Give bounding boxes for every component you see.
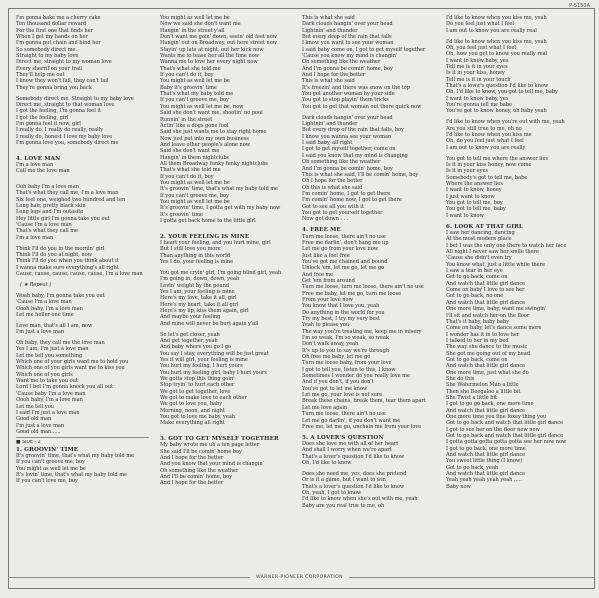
lyric-line: The way you're treating me, keep me in misery	[302, 328, 422, 335]
lyric-line: Here's my heart, take it all girl	[160, 301, 239, 308]
lyric-line: And mine will never be hurt again y'all	[160, 320, 259, 327]
lyric-line: Good old man	[16, 416, 52, 423]
lyric-line: Turn me loose, turn me loose, there ain't no use	[302, 284, 424, 291]
lyric-line: And I'm gonna be comin' home, boy	[302, 165, 393, 172]
lyric-line: I know you want to see your woman	[302, 40, 394, 47]
lyric-line: And if you don't, if you don't	[302, 379, 374, 386]
lyric-line: Runnin' in the street	[160, 116, 213, 123]
lyric-line: From your love now	[302, 296, 353, 303]
lyrics-column-2	[160, 15, 293, 560]
lyric-line: Now we said she don't want me	[160, 21, 241, 28]
lyric-line: And watch that little girl dance	[446, 280, 526, 287]
lyric-line: I'd like to know when you kiss me	[446, 132, 532, 139]
lyric-line: You got to tell me, baby	[446, 206, 506, 213]
lyric-line: Let me holler one time	[16, 311, 74, 318]
lyric-line: I got to go back, one more time	[446, 445, 526, 452]
lyric-line: I gotta gotta gotta gotta gotta see her now now	[446, 439, 567, 446]
lyric-line: Do you feel just what I feel	[446, 21, 515, 28]
lyric-line: Direct me, straight to that woman love	[16, 102, 115, 109]
lyric-line: But every drop of the rain that falls, boy	[302, 127, 404, 134]
lyric-line: Hangin' in the street y'all	[160, 27, 225, 34]
lyric-line: I really do, honest I love my baby love	[16, 133, 113, 140]
lyric-line: Make everything all right	[160, 420, 225, 427]
lyric-line: Now just put into my own business	[160, 135, 249, 142]
lyric-line: Baby are you real true to me, oh	[302, 502, 385, 509]
lyric-line: I got the feeling, I'm gonna feel it	[16, 108, 101, 115]
lyric-line: I bet I was the only one there to watch her face	[446, 242, 567, 249]
lyric-line: Stayin' up late at night, out her kick now	[160, 46, 264, 53]
lyric-line: Oh this is what she said	[302, 184, 363, 191]
lyric-line: We got to love you, baby	[160, 401, 223, 408]
lyric-line: I'm comin' home, I got to get there	[302, 190, 391, 197]
lyric-line: Tell me is it in your touch	[446, 76, 511, 83]
lyric-line: That's what she told me	[160, 167, 221, 174]
lyric-line: That's what she told me	[160, 65, 221, 72]
lyric-line: Yes I do, your feeling is mine	[160, 258, 234, 265]
lyric-line: You got me cryin' girl, I'm going blind girl, yeah	[160, 269, 282, 276]
lyric-line: Got to see all you with it	[302, 203, 364, 210]
lyric-line: Oh something like the weather	[302, 159, 381, 166]
lyric-line: Let me tell you something	[16, 352, 83, 359]
lyric-line: One more time you fine foxey thing you	[446, 414, 547, 420]
lyric-line: Or is it a game, but I want to win	[302, 477, 386, 484]
lyric-line: That's what they call me, I'm a love man	[16, 190, 119, 197]
lyrics-column-4	[446, 15, 579, 560]
lyric-line: It's freezin' and there was snow on the top	[302, 84, 410, 91]
lyric-line: Now get down . . .	[302, 216, 349, 223]
lyric-line: Let me go darlin', if you don't want me	[302, 417, 401, 424]
lyric-line: Free me darlin', don't hang me up	[302, 239, 389, 246]
lyric-line: I'd like to know when you're out with me, yeah	[446, 119, 565, 126]
lyric-line: Hangin' in them nightclubs	[160, 154, 230, 161]
lyric-line: I'm gonna love you, somebody direct me	[16, 140, 119, 147]
lyric-line: She said I'll be comin' home boy	[160, 448, 242, 455]
song-title: 6. LOOK AT THAT GIRL	[446, 223, 523, 230]
lyric-line: If you can't groove me, boy	[160, 192, 229, 199]
lyric-line: I wanna make sure everything's all right	[16, 264, 119, 271]
lyric-line: You got to tell me where the answer lies	[446, 155, 548, 162]
lyric-line: I got to get myself together, come on	[302, 146, 396, 153]
lyric-line: Turn me loose baby, from your love	[302, 360, 392, 367]
lyric-line: Long hair, pretty black skin	[16, 202, 86, 209]
lyric-line: You might as well let me be	[160, 78, 230, 85]
lyric-line: You got to get that woman out there quick now	[302, 103, 422, 110]
lyric-line: I saw a tear in her eye	[446, 268, 503, 275]
publisher-name: WARNER-PIONEER CORPORATION	[250, 575, 349, 580]
lyric-line: Get to go back, come on	[446, 274, 508, 281]
lyric-line: And I hope for the better	[302, 72, 366, 79]
lyric-line: And maybe your feeling	[160, 314, 221, 321]
lyric-line: Yes it will girl, your feeling is mine	[160, 356, 248, 363]
lyric-line: I'm a love man	[16, 162, 54, 168]
lyric-line: I want to know baby, yes	[446, 95, 509, 102]
lyric-line: Stop tryin' to hurt each other	[160, 382, 235, 389]
lyric-line: Here's my love, take it all, girl	[160, 295, 237, 302]
lyric-line: And free me	[302, 271, 334, 278]
lyric-line: Oh, I'd like to know	[302, 460, 352, 467]
lyric-line: Yes I am, I'm just a love man	[16, 346, 89, 353]
side-divider-rule	[16, 437, 149, 438]
lyric-line: And watch that little girl dance	[446, 471, 526, 478]
lyric-line: Love man, that's all I am, now	[16, 322, 93, 329]
lyric-line: I said baby, all right	[302, 140, 353, 147]
lyric-line: Oh, how you get to know you really real	[446, 51, 548, 58]
lyric-line: Does she need me, yes, does she pretend	[302, 471, 407, 478]
lyric-line: Is it in your kiss, honey	[446, 70, 505, 77]
lyric-line: And leave other people's alone now	[160, 141, 251, 148]
lyric-line: Ooh baby I'm a love man	[16, 183, 79, 190]
catalog-number: P-5150A	[569, 3, 590, 9]
lyric-line: For the first one that finds her	[16, 27, 93, 34]
lyric-line: Think I'll do you in the mornin' girl	[16, 245, 105, 252]
lyric-line: Lightnin' and thunder	[302, 121, 358, 128]
lyric-line: If you can't love me, boy	[16, 478, 78, 485]
lyric-line: Morning, noon, and night	[160, 407, 225, 414]
lyric-line: That's a lover's question I'd like to know	[302, 453, 405, 460]
lyric-line: And I hope for the better	[160, 480, 224, 487]
lyric-line: Which one of you girls want me to kiss you	[16, 365, 125, 372]
lyric-line: Want me to take you out	[16, 378, 78, 385]
lyric-line: Oh something like the weather	[160, 467, 239, 474]
lyric-line: That's what my baby told me	[160, 91, 234, 98]
lyric-line: If you can't do it, boy	[160, 72, 214, 79]
lyric-line: Oh, I'd like to know, you got to tell me, baby	[446, 89, 558, 96]
lyric-line: You got another woman by your side	[302, 91, 395, 98]
lyric-line: Get 'em from around	[302, 277, 355, 284]
lyric-line: This is what she said	[302, 78, 355, 85]
lyric-line: Does she love me with all of her heart	[302, 441, 399, 448]
lyric-line: Than anything in this world	[160, 252, 231, 259]
lyric-line: I got to tell you, listen to this, I know	[302, 366, 396, 373]
lyric-line: And you know that your mind is changin'	[160, 461, 264, 468]
repeat-note: ( ★ Repeat )	[20, 281, 52, 288]
lyric-line: I want to know	[446, 212, 484, 219]
lyric-line: Is it in your kiss honey, now come	[446, 162, 532, 168]
lyric-line: I am out to know you are really real	[446, 27, 537, 34]
lyric-line: But I still love you more	[160, 246, 221, 253]
lyric-line: I'd like to know when you kiss me, yeah	[446, 15, 547, 21]
lyric-line: It's groovin' time, that's what my baby told me	[16, 452, 134, 459]
lyric-line: You hurt my feeling girl, baby I hurt yours	[160, 369, 267, 376]
lyric-line: One more time, just what she do	[446, 369, 529, 376]
lyric-line: You might as well let me be	[160, 179, 230, 186]
lyric-line: She Twist a little bit	[446, 394, 497, 401]
lyric-line: I said you know that my mind is changing	[302, 152, 408, 159]
lyric-line: I said I'm just a love man	[16, 409, 80, 416]
lyric-line: It's groovin' time, I gotta get with my baby now	[160, 205, 281, 212]
lyric-line: Oh, do you feel just what I feel	[446, 138, 524, 145]
lyric-line: Every sherrif on your trail	[16, 65, 83, 72]
lyric-line: That's a lover's question I'd like to know	[446, 83, 549, 90]
song-title: 2. YOUR FEELING IS MINE	[160, 233, 250, 240]
lyric-line: And watch that little girl dance	[446, 407, 526, 414]
lyric-line: Said she just wants me to stay right home	[160, 129, 267, 136]
lyric-line: Which one of your girls want me to hold you	[16, 359, 129, 366]
lyric-line: So let's get closer, yeah	[160, 331, 220, 338]
lyric-line: Let me love again	[302, 404, 348, 411]
lyric-line: One more time, baby, want me swingin'	[446, 306, 547, 313]
lyric-line: So somebody direct me.	[16, 46, 78, 53]
lyric-line: I'll sit and watch her on the floor	[446, 312, 530, 319]
lyric-line: Got to go back, come on	[446, 356, 508, 363]
lyric-line: You got to love me baby, yeah	[160, 414, 236, 420]
lyric-line: Lord I bet I'm gonna knock you all out	[16, 384, 113, 391]
lyric-line: I'm just a love man	[16, 329, 65, 336]
lyric-line: Lovin' weight by the pound	[160, 282, 230, 289]
lyric-line: Said she don't want me, shootin' no pool	[160, 110, 263, 117]
lyric-line: We gotta stop this thing goin'	[160, 375, 235, 382]
lyric-line: And get together, yeah	[160, 337, 218, 344]
lyric-line: I want to know, honey	[446, 187, 502, 194]
lyric-line: Then she Boogaloo a little bit	[446, 388, 521, 395]
lyric-line: My baby wrote me uh a ten page letter	[160, 442, 260, 449]
lyric-line: Oooh baby, I'm a love man	[16, 305, 83, 312]
lyric-line: I heart your feeling, and you hurt mine, girl	[160, 239, 271, 246]
lyric-line: If you can't do it, boy	[160, 173, 214, 180]
lyric-line: I gotta get back home to the little girl	[160, 218, 256, 224]
lyric-line: I got the feeling, girl	[16, 114, 69, 121]
lyric-line: 'Cause she didn't even try	[446, 255, 512, 262]
lyric-line: You got to tell me, boy	[446, 200, 503, 207]
lyric-line: Good old man......	[16, 428, 61, 435]
lyric-line: It's lovin' time, that's what my baby told me	[16, 471, 127, 478]
lyric-line: And shall I worry when we're apart	[302, 447, 392, 454]
lyric-line: Got to go back, no one	[446, 293, 504, 300]
lyric-line: This is what she said, I'll be comin' home, boy	[302, 171, 419, 178]
lyric-line: Oh, you feel just what I feel	[446, 44, 516, 51]
lyric-line: I'm gonna bake me a cherry cake	[16, 15, 101, 21]
lyric-line: I got to see her on the floor now now	[446, 426, 540, 433]
lyric-line: I wonder has it in to love her	[446, 331, 520, 338]
lyric-line: Let me go from your love now	[302, 246, 379, 253]
lyric-line: Long legs and I'm outasite	[16, 209, 84, 216]
lyric-line: Which one of you girls	[16, 371, 73, 378]
side-label: ■ SIDE - 2	[16, 440, 41, 446]
lyric-line: Here's my lip, kiss them again, girl	[160, 307, 249, 314]
lyric-line: It's up to you to say we're through	[302, 347, 390, 354]
lyric-line: Come on baby I love to see her	[446, 287, 525, 294]
lyric-line: Yeah yeah yeah yeah yeah .....	[446, 477, 522, 484]
lyric-line: Baby it's groovin' time	[160, 84, 217, 91]
lyric-line: Ten thousand dollar reward	[16, 21, 87, 28]
lyric-line: 'Cause I'm a love man	[16, 221, 72, 228]
lyric-line: It's groovin' time	[160, 211, 203, 218]
lyric-line: Dark clouds hangin' over your head	[302, 21, 393, 28]
lyric-line: Is it in your eyes	[446, 168, 488, 175]
lyric-line: I am out to know you are really	[446, 144, 526, 151]
lyric-line: I'm going in, down, down, yeah	[160, 276, 240, 283]
lyric-line: Call me the love man	[16, 168, 70, 175]
lyric-line: Sometimes I wonder do you really love me	[302, 373, 410, 380]
lyrics-column-1	[16, 15, 149, 560]
lyric-line: I said baby come on, I got to get myself together	[302, 46, 426, 53]
lyric-line: Turn me loose, there ain't no use	[302, 233, 386, 240]
lyric-line: Straight to my baby love	[16, 53, 79, 60]
song-title: 5. A LOVER'S QUESTION	[302, 434, 384, 441]
lyric-line: You might as well let me be, now	[160, 103, 244, 110]
lyric-line: Oh free me baby, let me go	[302, 354, 371, 361]
lyric-line: I want to know baby, yes	[446, 57, 509, 64]
lyric-line: That's a lover's question I'd like to know	[302, 483, 405, 490]
lyric-line: I'm so weak, I'm so weak, so weak	[302, 335, 389, 342]
lyric-line: Somebody's got to tell me, babe	[446, 174, 528, 181]
lyric-line: We got to make love to each other	[160, 394, 247, 401]
lyric-line: She do this	[446, 375, 475, 382]
lyric-line: You say I stay, everything will be just great	[160, 350, 269, 357]
lyric-line: And watch that little girl dance	[446, 299, 526, 306]
lyric-line: I'm just a love man	[16, 422, 65, 429]
lyric-line: And watch that little girl dance	[446, 363, 526, 370]
lyric-line: You've got me chained and bound	[302, 258, 388, 265]
lyric-line: And I hope for the better	[160, 454, 224, 461]
lyric-line: I just want to know	[446, 193, 495, 200]
song-title: 4. LOVE MAN	[16, 155, 61, 162]
lyric-line: I got to go go back, one more time	[446, 401, 534, 408]
lyric-line: I know you wanna see your woman	[302, 133, 392, 140]
lyric-line: I'm gonna feel it now, girl	[16, 121, 81, 128]
lyric-line: Do anything in the world for you	[302, 309, 385, 316]
lyric-line: Think I'll do you at night, now	[16, 251, 92, 258]
lyric-line: Oh baby, they call me the love man	[16, 340, 105, 347]
lyric-line: Said she don't want me	[160, 148, 220, 155]
lyric-line: Cause, cause, cause, cause, cause, I'm a love man	[16, 270, 143, 277]
lyric-line: I'm comin' home now, I got to get there	[302, 197, 402, 204]
lyric-line: Six feet one, weighed two hundred and ten	[16, 196, 126, 203]
lyric-line: Got to go back, yeah	[446, 464, 499, 471]
lyric-line: When I get my hands on her	[16, 34, 88, 41]
lyric-line: Don't walk away, yeah	[302, 341, 359, 348]
song-title: 4. FREE ME	[302, 227, 341, 234]
lyric-line: They'll help me out	[16, 72, 65, 79]
lyric-line: Wants me to tease her all the time now	[160, 53, 260, 60]
lyric-line: That's what they call me	[16, 228, 78, 235]
lyric-line: This is what she said	[302, 15, 355, 21]
lyric-line: They're gonna bring you back	[16, 84, 92, 91]
lyric-line: At the most modern place	[446, 236, 512, 243]
lyric-line: Oooh baby, I'm a love man	[16, 397, 83, 404]
lyric-line: Where the answer lies	[446, 181, 503, 188]
lyric-line: I'd like to know when she's out with me, yeah	[302, 496, 418, 503]
lyric-line: And I'll be comin' home, boy	[160, 473, 232, 480]
lyric-line: I talked to her in my bed	[446, 337, 509, 344]
lyric-line: Got to go back and watch that little girl dance	[446, 420, 564, 427]
lyric-line: I'm gonna put chain and bind her	[16, 40, 101, 47]
lyric-line: 'Cause I'm a love man	[16, 299, 72, 306]
lyric-line: I'd like to know when you kiss me, yeah	[446, 38, 547, 45]
lyric-line: You might as well let me be	[160, 15, 230, 21]
lyric-line: She Watermelon Man a little	[446, 382, 519, 389]
publisher-footer	[0, 575, 599, 580]
lyric-line: And baby where you go I go	[160, 344, 232, 351]
lyric-line: I really do, I really do really, really	[16, 127, 104, 134]
lyric-line: We got to get together, love	[160, 388, 231, 395]
lyric-line: It's groovin' time, that's what my baby told me	[160, 186, 278, 193]
lyric-line: And I'm gonna be comin' home, boy	[302, 65, 393, 72]
lyric-line: If you can't groove me, boy	[16, 459, 85, 466]
lyric-line: And watch that little girl dance	[446, 452, 526, 459]
lyric-line: Free me baby, let me go, turn me loose	[302, 290, 402, 297]
lyric-line: I saw her dancing, dancing	[446, 230, 515, 237]
lyric-line: Don't want me goin' down, seein' old feet now	[160, 34, 277, 41]
lyric-line: Oh something like the weather	[302, 59, 381, 66]
lyric-line: You've got to know honey, oh baby yeah	[446, 108, 547, 115]
lyric-line: You've got to let me know	[302, 385, 368, 392]
lyric-line: Dark clouds hangin' over your head	[302, 114, 393, 121]
lyric-line: Oh I hope for the better	[302, 178, 363, 185]
lyric-line: Oh, yeah, I got to know	[302, 490, 362, 497]
lyric-line: All them Broadway funky funky nightclubs	[160, 160, 268, 167]
lyric-line: Wanna me to love her every night now	[160, 59, 258, 66]
song-title: 1. GROOVIN' TIME	[16, 446, 79, 453]
lyric-line: Think I'll do you when you think about it	[16, 258, 119, 265]
lyric-line: Hey little girl I'm gonna take you out	[16, 215, 110, 222]
song-title: 3. GOT TO GET MYSELF TOGETHER	[160, 435, 279, 442]
lyric-line: You got to get yourself together	[302, 209, 383, 216]
lyric-line: Tell me is it in your eyes	[446, 64, 508, 70]
lyric-line: You might as well let me be	[160, 198, 230, 205]
lyric-line: You know what, just a little while there	[446, 261, 545, 268]
lyric-line: Try my best, I try my very best	[302, 316, 380, 322]
lyric-line: I'm a love man	[16, 234, 54, 241]
lyric-line: Unlock 'em, let me go, let me go	[302, 265, 385, 272]
lyric-line: 'Cause you know my mind is changin'	[302, 53, 398, 60]
lyric-line: I know they won't fail, they can't fail	[16, 78, 109, 85]
lyric-line: The way she dance to the music	[446, 344, 528, 351]
lyric-line: Hangin' out on Broadway, out here street now	[160, 40, 277, 47]
lyric-line: Direct me, straight to my woman love	[16, 59, 112, 66]
lyric-line: Lightnin' and thunder	[302, 27, 358, 34]
lyric-line: Woah baby, I'm gonna take you out	[16, 292, 105, 299]
lyric-line: Come on baby, let's dance some more	[446, 325, 542, 332]
lyric-line: Let me go, your love is not sure	[302, 392, 383, 399]
lyric-line: She got me going out of my head	[446, 350, 530, 357]
lyric-line: Somebody direct me. Straight to my baby love	[16, 95, 134, 102]
lyric-line: All night I never saw her smile there	[446, 249, 539, 256]
lyric-line: Just like a feel free	[302, 252, 350, 259]
lyric-line: You sweet little thing (I know)	[446, 458, 523, 465]
lyric-line: Are you still true to me, oh no	[446, 125, 522, 132]
lyric-line: You got to stop playin' them tricks	[302, 97, 389, 104]
lyric-line: Free me, let me go, unchain me from your love	[302, 423, 422, 430]
lyric-line: Yes I am, your feeling is mine	[160, 288, 235, 295]
lyric-line: You hurt my feeling, I hurt yours	[160, 363, 243, 370]
lyric-line: But every drop of the rain that falls	[302, 34, 392, 41]
lyric-line: 'Cause baby I'm a love man	[16, 390, 86, 397]
lyric-line: Yeah to please you	[302, 322, 350, 329]
lyric-line: Baby now	[446, 483, 471, 490]
lyric-line: Got to go back and watch that little girl dance	[446, 433, 564, 440]
lyric-line: You know that I love you, yeah	[302, 303, 380, 310]
lyric-line: Break these chains, break them, tear them apart	[302, 398, 426, 405]
lyric-line: If you can't groove me, boy	[160, 97, 229, 104]
lyric-line: Turn me loose, there ain't no use	[302, 411, 386, 418]
lyric-line: You might as well let me be	[16, 465, 86, 472]
lyric-line: That's it baby, baby baby	[446, 318, 509, 325]
lyric-line: You're gonna tell me babe	[446, 102, 513, 109]
lyric-line: Actin' like a dogs gone fool	[160, 122, 229, 129]
lyrics-column-3	[302, 15, 435, 560]
lyric-line: Let me tell you	[16, 403, 54, 410]
